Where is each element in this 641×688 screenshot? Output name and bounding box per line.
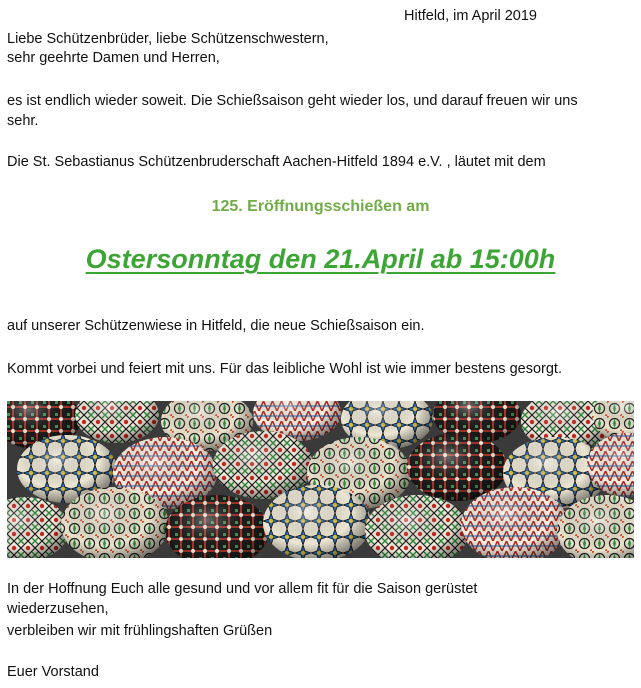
paragraph-4: Kommt vorbei und feiert mit uns. Für das leibliche Wohl ist wie immer bestens gesorgt. bbox=[7, 361, 562, 377]
salutation-line-2: sehr geehrte Damen und Herren, bbox=[7, 50, 220, 66]
easter-eggs-photo bbox=[7, 401, 634, 558]
paragraph-3: auf unserer Schützenwiese in Hitfeld, die neue Schießsaison ein. bbox=[7, 318, 425, 334]
closing-line-3: verbleiben wir mit frühlingshaften Grüßen bbox=[7, 623, 273, 639]
event-date-heading: Ostersonntag den 21.April ab 15:00h bbox=[85, 244, 556, 274]
signature: Euer Vorstand bbox=[7, 664, 99, 680]
closing-line-2: wiederzusehen, bbox=[7, 601, 109, 617]
easter-eggs-illustration bbox=[7, 401, 634, 558]
paragraph-2: Die St. Sebastianus Schützenbruderschaft Aachen-Hitfeld 1894 e.V. , läutet mit dem bbox=[7, 154, 546, 170]
place-date: Hitfeld, im April 2019 bbox=[404, 8, 537, 24]
closing-line-1: In der Hoffnung Euch alle gesund und vor allem fit für die Saison gerüstet bbox=[7, 581, 478, 597]
event-subheading: 125. Eröffnungsschießen am bbox=[211, 198, 430, 215]
paragraph-1-line-1: es ist endlich wieder soweit. Die Schießsaison geht wieder los, und darauf freuen wir uns bbox=[7, 93, 578, 109]
salutation-line-1: Liebe Schützenbrüder, liebe Schützenschwestern, bbox=[7, 31, 329, 47]
paragraph-1-line-2: sehr. bbox=[7, 113, 39, 129]
